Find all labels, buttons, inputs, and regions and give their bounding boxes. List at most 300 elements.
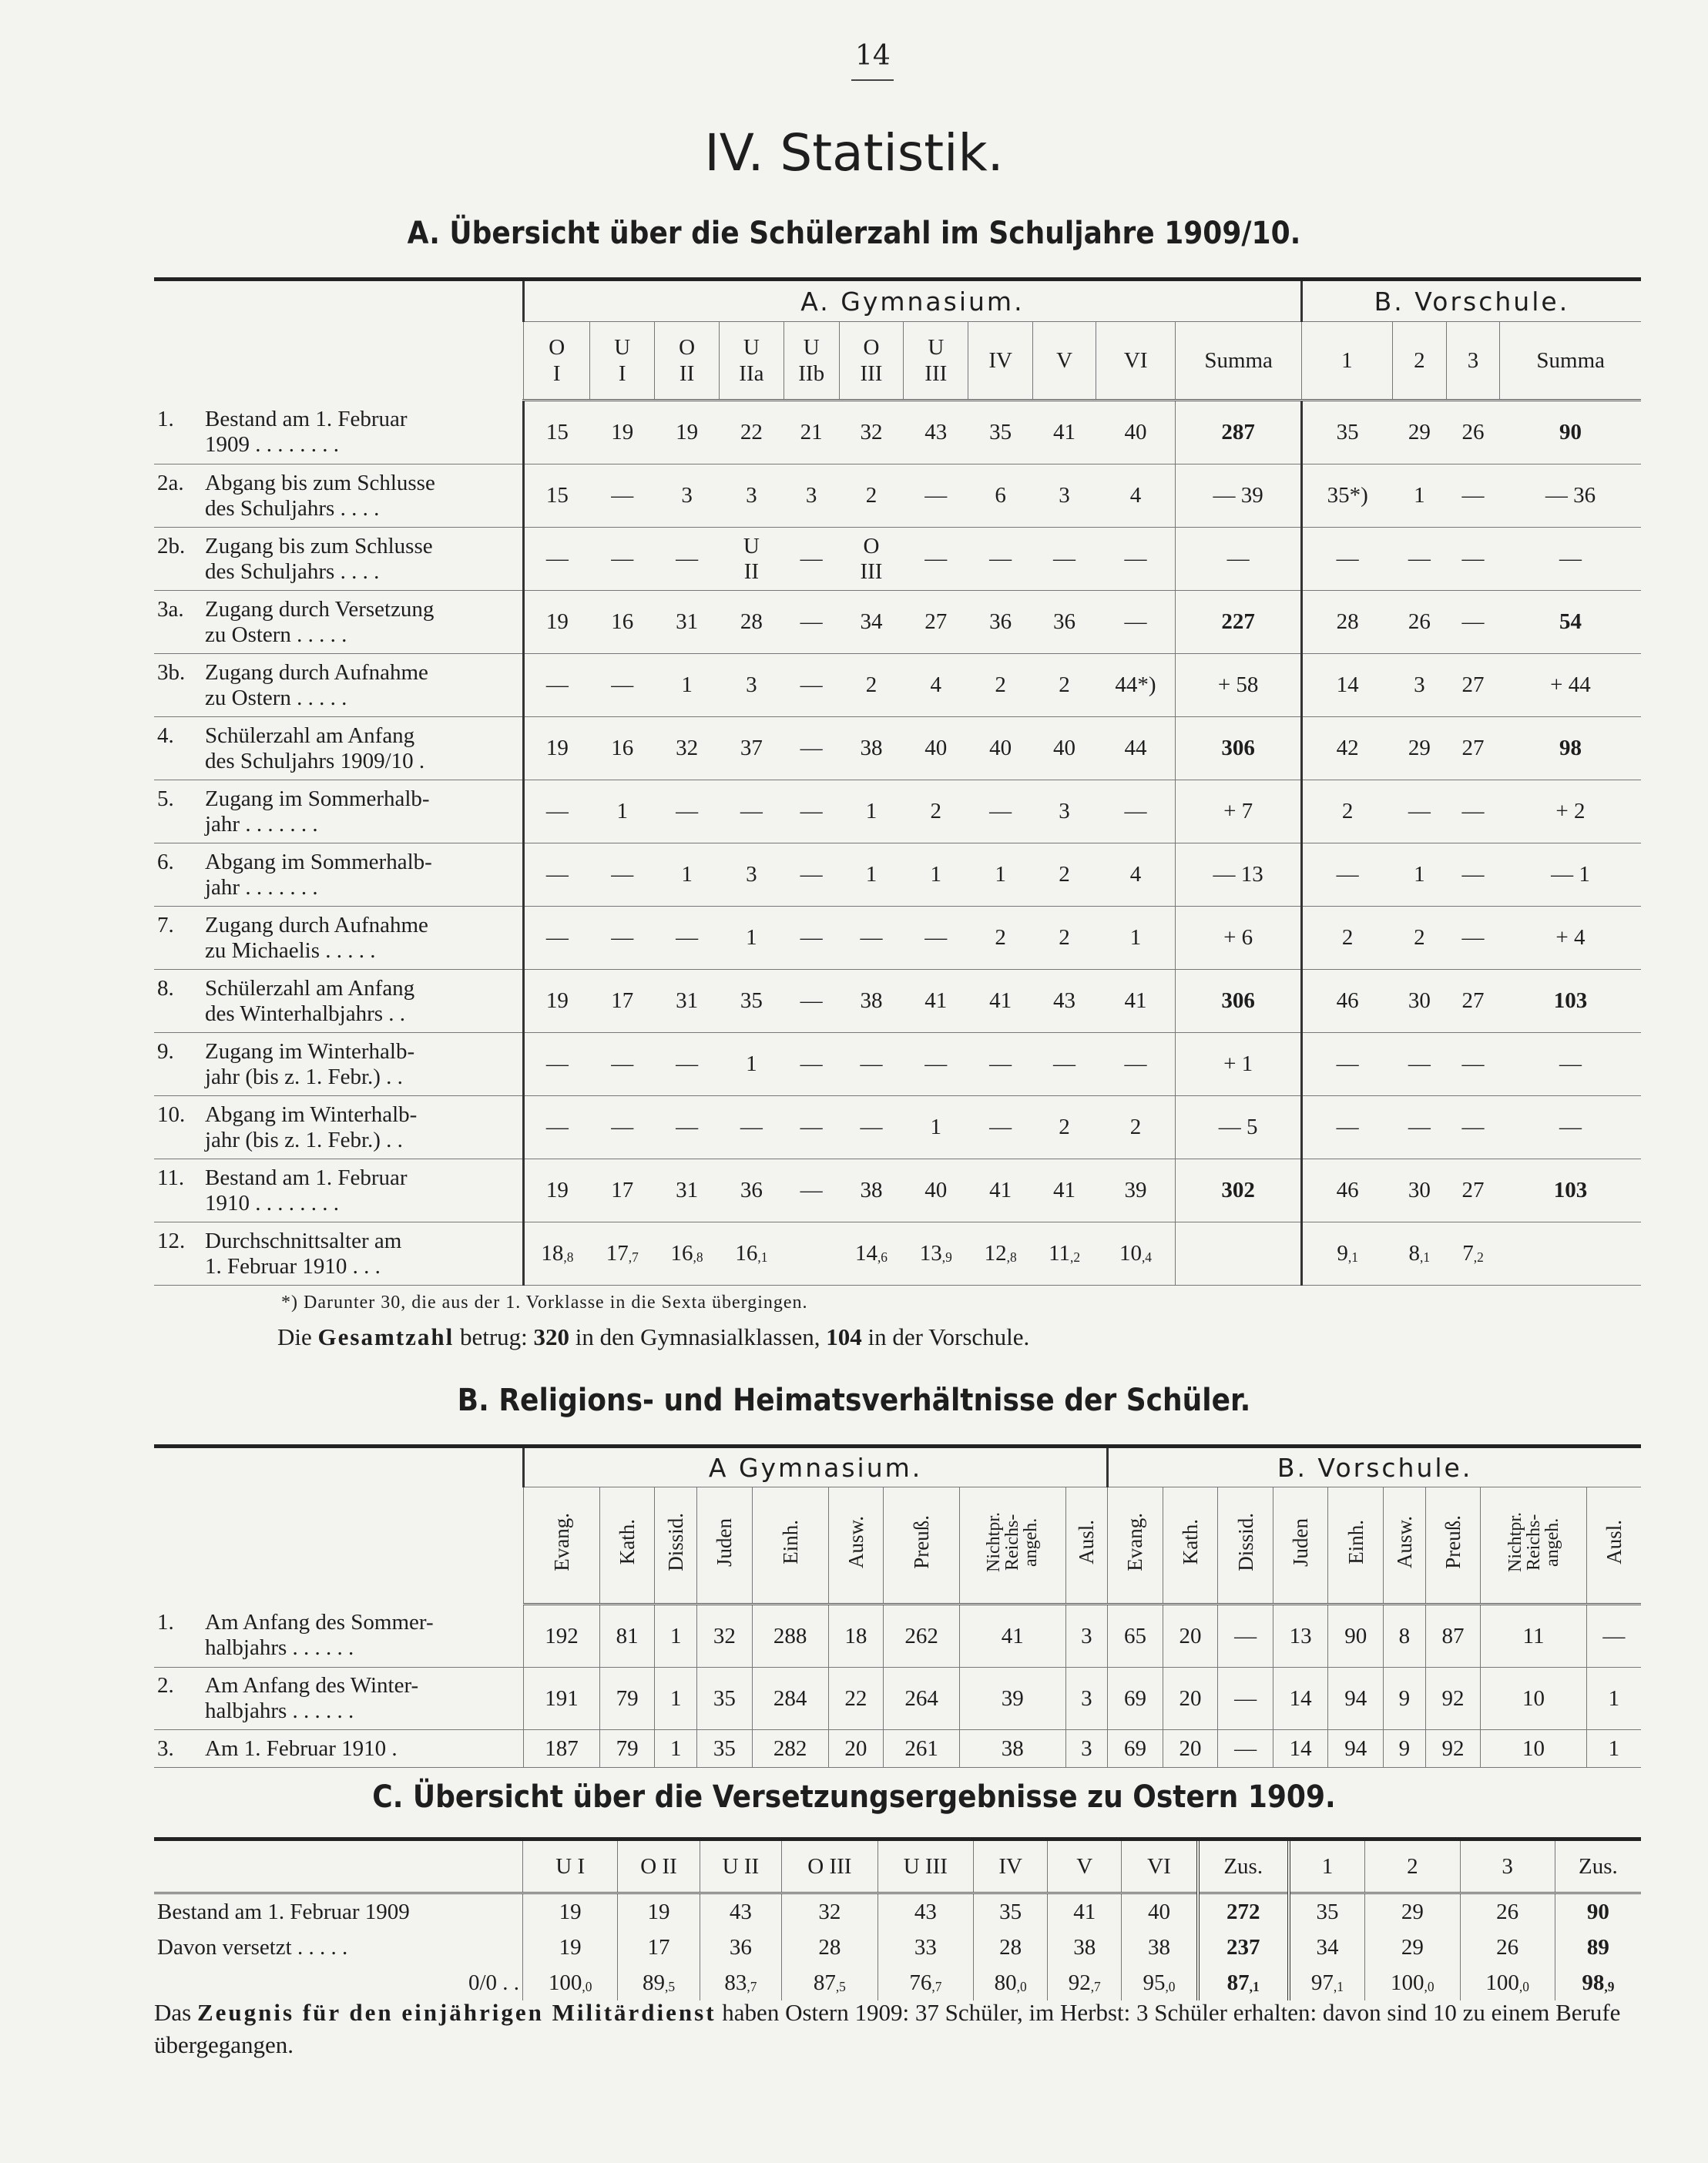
- row-label-text: Zugang im Winterhalb- jahr (bis z. 1. Febr.) . .: [205, 1038, 415, 1089]
- table-cell: —: [1392, 1096, 1446, 1159]
- column-header-2: O II: [655, 322, 720, 401]
- table-cell: 16: [590, 717, 655, 780]
- table-cell: $18_{,8}$: [524, 1222, 590, 1286]
- column-header-4: [752, 1487, 828, 1605]
- row-label: [154, 464, 524, 528]
- table-cell: 36: [700, 1930, 781, 1965]
- row-label: [154, 654, 524, 717]
- table-cell: 46: [1301, 970, 1392, 1033]
- table-row: [154, 1730, 1641, 1768]
- table-cell: —: [839, 1096, 904, 1159]
- table-cell: + 1: [1176, 1033, 1302, 1096]
- table-cell: $95_{,0}$: [1122, 1965, 1198, 2000]
- table-cell: 41: [1033, 1159, 1096, 1222]
- table-cell: $87_{,5}$: [782, 1965, 878, 2000]
- table-cell: 1: [1096, 907, 1176, 970]
- table-cell: —: [524, 780, 590, 843]
- row-label: [154, 591, 524, 654]
- table-row: [154, 843, 1641, 907]
- enrollment-table: [154, 277, 1641, 1286]
- row-label: [154, 1033, 524, 1096]
- column-header-5: IV: [974, 1839, 1048, 1893]
- table-cell: 1: [655, 654, 720, 717]
- table-cell: 17: [618, 1930, 700, 1965]
- main-title: IV. Statistik.: [704, 123, 1004, 183]
- table-cell: $9_{,1}$: [1301, 1222, 1392, 1286]
- row-label: Bestand am 1. Februar 1909: [157, 1899, 410, 1924]
- row-number: 3.: [157, 1735, 174, 1761]
- table-cell: 4: [904, 654, 968, 717]
- table-cell: 6: [968, 464, 1033, 528]
- table-cell: 262: [884, 1605, 960, 1668]
- table-cell: 1: [968, 843, 1033, 907]
- footnote: *) Darunter 30, die aus der 1. Vorklasse in die Sexta übergingen.: [281, 1293, 808, 1313]
- column-header-3: U IIa: [719, 322, 784, 401]
- table-row: [154, 528, 1641, 591]
- column-header-5: O III: [839, 322, 904, 401]
- table-cell: 28: [1301, 591, 1392, 654]
- table-cell: + 58: [1176, 654, 1302, 717]
- table-cell: 36: [1033, 591, 1096, 654]
- table-cell: 43: [1033, 970, 1096, 1033]
- table-cell: 79: [599, 1668, 655, 1730]
- column-header-text: Einh.: [1344, 1520, 1367, 1564]
- table-cell: 26: [1460, 1893, 1555, 1930]
- table-row: [154, 401, 1641, 464]
- table-cell: 19: [618, 1893, 700, 1930]
- table-row: [154, 1930, 1641, 1965]
- column-header-text: Ausl.: [1075, 1520, 1099, 1564]
- table-cell: —: [1096, 528, 1176, 591]
- column-header-14: Summa: [1500, 322, 1641, 401]
- table-cell: 35: [968, 401, 1033, 464]
- row-label: 0/0 . .: [468, 1970, 519, 1995]
- table-cell: 26: [1460, 1930, 1555, 1965]
- table-cell: 19: [524, 970, 590, 1033]
- table-cell: 31: [655, 1159, 720, 1222]
- table-cell: 65: [1108, 1605, 1163, 1668]
- table-cell: 20: [1163, 1668, 1218, 1730]
- table-cell: 14: [1273, 1668, 1328, 1730]
- table-cell: 35*): [1301, 464, 1392, 528]
- table-cell: —: [968, 780, 1033, 843]
- table-cell: —: [1500, 528, 1641, 591]
- group-gymnasium: A Gymnasium.: [524, 1447, 1108, 1487]
- table-cell: —: [1446, 843, 1500, 907]
- table-cell: 87: [1425, 1605, 1481, 1668]
- column-header-text: Preuß.: [910, 1515, 934, 1569]
- table-cell: U II: [719, 528, 784, 591]
- summary-gym-value: 320: [533, 1323, 570, 1350]
- column-header-11: 3: [1460, 1839, 1555, 1893]
- table-cell: 192: [524, 1605, 600, 1668]
- table-row: [154, 1096, 1641, 1159]
- group-vorschule: B. Vorschule.: [1108, 1447, 1641, 1487]
- table-cell: 27: [1446, 717, 1500, 780]
- column-header-text: Nichtpr. Reichs- angeh.: [984, 1512, 1042, 1572]
- table-cell: 272: [1198, 1893, 1289, 1930]
- row-label-text: Schülerzahl am Anfang des Schuljahrs 1909/10 .: [205, 723, 425, 773]
- table-cell: 3: [1065, 1605, 1108, 1668]
- column-header-text: Einh.: [778, 1520, 802, 1564]
- table-cell: 1: [655, 1605, 697, 1668]
- row-label: [154, 1605, 524, 1668]
- table-cell: 19: [590, 401, 655, 464]
- table-cell: 2: [839, 654, 904, 717]
- table-cell: 43: [877, 1893, 974, 1930]
- table-cell: 36: [719, 1159, 784, 1222]
- column-header-text: Evang.: [549, 1513, 573, 1571]
- table-cell: —: [1218, 1605, 1273, 1668]
- table-cell: $14_{,6}$: [839, 1222, 904, 1286]
- table-cell: [1176, 1222, 1302, 1286]
- table-cell: 38: [839, 970, 904, 1033]
- column-header-0: U I: [523, 1839, 618, 1893]
- table-row: [154, 464, 1641, 528]
- table-cell: —: [1446, 907, 1500, 970]
- table-cell: 19: [524, 717, 590, 780]
- table-cell: 2: [1301, 907, 1392, 970]
- table-cell: 46: [1301, 1159, 1392, 1222]
- row-label: [154, 1730, 524, 1768]
- table-cell: 20: [1163, 1605, 1218, 1668]
- table-cell: —: [784, 843, 839, 907]
- table-cell: — 13: [1176, 843, 1302, 907]
- section-a-title: A. Übersicht über die Schülerzahl im Schuljahre 1909/10.: [407, 216, 1301, 251]
- table-cell: —: [1176, 528, 1302, 591]
- table-cell: —: [1500, 1033, 1641, 1096]
- table-cell: 40: [904, 717, 968, 780]
- column-header-14: [1384, 1487, 1426, 1605]
- table-cell: $97_{,1}$: [1289, 1965, 1365, 2000]
- column-header-16: [1481, 1487, 1587, 1605]
- table-cell: 2: [968, 654, 1033, 717]
- table-cell: —: [1446, 528, 1500, 591]
- table-cell: 19: [523, 1930, 618, 1965]
- column-header-0: [524, 1487, 600, 1605]
- total-summary: [277, 1323, 1029, 1351]
- table-cell: 27: [1446, 654, 1500, 717]
- table-cell: 26: [1446, 401, 1500, 464]
- table-cell: —: [904, 1033, 968, 1096]
- table-cell: 264: [884, 1668, 960, 1730]
- summary-gym-text: in den Gymnasialklassen,: [575, 1323, 820, 1350]
- table-cell: 26: [1392, 591, 1446, 654]
- table-cell: 1: [719, 1033, 784, 1096]
- table-cell: —: [655, 528, 720, 591]
- table-cell: 41: [960, 1605, 1066, 1668]
- table-cell: 4: [1096, 843, 1176, 907]
- table-cell: 103: [1500, 1159, 1641, 1222]
- table-cell: 32: [782, 1893, 878, 1930]
- row-number: 2.: [157, 1673, 174, 1698]
- table-cell: 35: [697, 1730, 753, 1768]
- table-row: [154, 654, 1641, 717]
- table-cell: $87_{,1}$: [1198, 1965, 1289, 2000]
- row-number: 4.: [157, 723, 174, 748]
- table-row: [154, 1965, 1641, 2000]
- row-label-text: Durchschnittsalter am 1. Februar 1910 . . .: [205, 1228, 402, 1279]
- table-cell: 9: [1384, 1668, 1426, 1730]
- column-header-2: U II: [700, 1839, 781, 1893]
- column-header-text: Ausw.: [1392, 1515, 1416, 1568]
- table-cell: 3: [1065, 1668, 1108, 1730]
- table-row: [154, 717, 1641, 780]
- table-cell: 16: [590, 591, 655, 654]
- table-cell: 27: [1446, 1159, 1500, 1222]
- table-cell: + 6: [1176, 907, 1302, 970]
- table-cell: 29: [1392, 717, 1446, 780]
- table-cell: 31: [655, 970, 720, 1033]
- row-label-text: Abgang im Sommerhalb- jahr . . . . . . .: [205, 849, 432, 900]
- table-cell: 8: [1384, 1605, 1426, 1668]
- column-header-11: 1: [1301, 322, 1392, 401]
- table-cell: —: [524, 1033, 590, 1096]
- row-label: [154, 1159, 524, 1222]
- table-cell: —: [1392, 1033, 1446, 1096]
- row-number: 6.: [157, 849, 174, 874]
- table-cell: 3: [1392, 654, 1446, 717]
- table-cell: 40: [904, 1159, 968, 1222]
- closing-paragraph: [154, 1997, 1645, 2061]
- table-cell: —: [1301, 1096, 1392, 1159]
- table-cell: 30: [1392, 970, 1446, 1033]
- table-cell: —: [524, 843, 590, 907]
- table-cell: + 44: [1500, 654, 1641, 717]
- table-cell: 90: [1555, 1893, 1641, 1930]
- column-header-8: Zus.: [1198, 1839, 1289, 1893]
- table-cell: —: [1096, 1033, 1176, 1096]
- table-cell: 41: [1048, 1893, 1122, 1930]
- table-cell: 2: [1033, 654, 1096, 717]
- column-header-2: [655, 1487, 697, 1605]
- table-cell: 27: [1446, 970, 1500, 1033]
- table-cell: $7_{,2}$: [1446, 1222, 1500, 1286]
- table-cell: 11: [1481, 1605, 1587, 1668]
- table-cell: —: [524, 654, 590, 717]
- group-gymnasium: A. Gymnasium.: [524, 280, 1302, 322]
- table-cell: 22: [828, 1668, 884, 1730]
- column-header-12: Zus.: [1555, 1839, 1641, 1893]
- table-cell: 19: [655, 401, 720, 464]
- column-header-6: V: [1048, 1839, 1122, 1893]
- table-cell: 38: [839, 1159, 904, 1222]
- table-cell: 28: [719, 591, 784, 654]
- column-header-text: Kath.: [1179, 1519, 1203, 1565]
- page-number: 14: [855, 40, 891, 72]
- column-header-1: U I: [590, 322, 655, 401]
- table-cell: 306: [1176, 970, 1302, 1033]
- table-cell: 35: [1289, 1893, 1365, 1930]
- table-cell: — 1: [1500, 843, 1641, 907]
- table-row: [154, 1893, 1641, 1930]
- table-row: [154, 1222, 1641, 1286]
- row-number: 2a.: [157, 470, 184, 495]
- table-cell: 14: [1273, 1730, 1328, 1768]
- row-number: 1.: [157, 406, 174, 431]
- table-cell: —: [1096, 780, 1176, 843]
- table-row: [154, 907, 1641, 970]
- table-cell: $10_{,4}$: [1096, 1222, 1176, 1286]
- table-cell: —: [719, 1096, 784, 1159]
- table-cell: 79: [599, 1730, 655, 1768]
- table-cell: 3: [784, 464, 839, 528]
- row-label: [154, 907, 524, 970]
- table-cell: 282: [752, 1730, 828, 1768]
- table-cell: 92: [1425, 1730, 1481, 1768]
- table-cell: $100_{,0}$: [1365, 1965, 1460, 2000]
- table-cell: 3: [719, 843, 784, 907]
- row-label: [154, 970, 524, 1033]
- table-cell: 1: [719, 907, 784, 970]
- table-cell: 69: [1108, 1668, 1163, 1730]
- table-cell: 21: [784, 401, 839, 464]
- table-cell: 37: [719, 717, 784, 780]
- table-cell: 3: [719, 464, 784, 528]
- table-cell: — 39: [1176, 464, 1302, 528]
- table-cell: 34: [839, 591, 904, 654]
- table-cell: —: [1446, 1033, 1500, 1096]
- table-cell: 10: [1481, 1668, 1587, 1730]
- table-cell: 1: [655, 1730, 697, 1768]
- table-cell: 33: [877, 1930, 974, 1965]
- row-label: [154, 843, 524, 907]
- table-cell: 34: [1289, 1930, 1365, 1965]
- table-cell: —: [904, 907, 968, 970]
- row-label-text: Abgang bis zum Schlusse des Schuljahrs . . . .: [205, 470, 435, 521]
- table-cell: —: [968, 1096, 1033, 1159]
- table-cell: 1: [1392, 464, 1446, 528]
- table-cell: 2: [1392, 907, 1446, 970]
- row-label-text: Bestand am 1. Februar 1910 . . . . . . . .: [205, 1165, 408, 1216]
- summary-word: Gesamtzahl: [317, 1323, 455, 1350]
- table-cell: 40: [968, 717, 1033, 780]
- table-cell: —: [1446, 464, 1500, 528]
- table-cell: —: [904, 464, 968, 528]
- row-label-text: Am Anfang des Winter- halbjahrs . . . . . .: [205, 1673, 419, 1723]
- table-cell: —: [655, 1033, 720, 1096]
- table-cell: $13_{,9}$: [904, 1222, 968, 1286]
- table-cell: —: [1500, 1096, 1641, 1159]
- column-header-1: O II: [618, 1839, 700, 1893]
- column-header-15: [1425, 1487, 1481, 1605]
- column-header-6: U III: [904, 322, 968, 401]
- table-cell: 38: [839, 717, 904, 780]
- column-header-11: [1218, 1487, 1273, 1605]
- table-cell: 43: [904, 401, 968, 464]
- table-cell: —: [1586, 1605, 1641, 1668]
- table-cell: 32: [839, 401, 904, 464]
- table-cell: —: [590, 654, 655, 717]
- table-row: [154, 780, 1641, 843]
- table-cell: —: [784, 654, 839, 717]
- table-cell: 43: [700, 1893, 781, 1930]
- column-header-12: [1273, 1487, 1328, 1605]
- table-cell: 2: [839, 464, 904, 528]
- table-cell: 90: [1500, 401, 1641, 464]
- table-cell: 284: [752, 1668, 828, 1730]
- table-cell: 1: [1586, 1730, 1641, 1768]
- table-cell: 227: [1176, 591, 1302, 654]
- table-cell: —: [590, 907, 655, 970]
- column-header-text: Ausw.: [844, 1515, 867, 1568]
- table-cell: —: [1096, 591, 1176, 654]
- table-cell: —: [1301, 528, 1392, 591]
- table-cell: 306: [1176, 717, 1302, 780]
- table-cell: 10: [1481, 1730, 1587, 1768]
- row-label: [154, 1668, 524, 1730]
- table-cell: —: [1392, 528, 1446, 591]
- page-number-rule: [851, 79, 894, 81]
- table-cell: 36: [968, 591, 1033, 654]
- table-cell: 1: [655, 1668, 697, 1730]
- table-cell: 90: [1328, 1605, 1384, 1668]
- table-cell: $100_{,0}$: [1460, 1965, 1555, 2000]
- column-header-3: O III: [782, 1839, 878, 1893]
- row-label-text: Am 1. Februar 1910 .: [205, 1735, 398, 1761]
- table-row: [154, 970, 1641, 1033]
- table-cell: O III: [839, 528, 904, 591]
- table-row: [154, 1159, 1641, 1222]
- table-cell: 15: [524, 464, 590, 528]
- table-cell: + 4: [1500, 907, 1641, 970]
- table-cell: $98_{,9}$: [1555, 1965, 1641, 2000]
- table-cell: —: [904, 528, 968, 591]
- table-cell: 89: [1555, 1930, 1641, 1965]
- table-cell: 54: [1500, 591, 1641, 654]
- table-cell: —: [1446, 591, 1500, 654]
- row-number: 7.: [157, 912, 174, 937]
- table-cell: 1: [839, 843, 904, 907]
- row-number: 3b.: [157, 659, 186, 685]
- column-header-10: [1163, 1487, 1218, 1605]
- table-cell: —: [1301, 1033, 1392, 1096]
- row-number: 1.: [157, 1610, 174, 1635]
- table-cell: 2: [904, 780, 968, 843]
- column-header-text: Dissid.: [1233, 1513, 1257, 1571]
- row-label: [154, 717, 524, 780]
- table-cell: —: [1301, 843, 1392, 907]
- table-cell: 42: [1301, 717, 1392, 780]
- row-number: 11.: [157, 1165, 185, 1190]
- table-cell: $92_{,7}$: [1048, 1965, 1122, 2000]
- table-cell: 44*): [1096, 654, 1176, 717]
- column-header-5: [828, 1487, 884, 1605]
- row-label: [154, 528, 524, 591]
- table-cell: 44: [1096, 717, 1176, 780]
- table-cell: 29: [1392, 401, 1446, 464]
- table-cell: 29: [1365, 1930, 1460, 1965]
- table-cell: 9: [1384, 1730, 1426, 1768]
- table-cell: 2: [1033, 843, 1096, 907]
- table-cell: 38: [1122, 1930, 1198, 1965]
- table-cell: 19: [524, 1159, 590, 1222]
- column-header-0: O I: [524, 322, 590, 401]
- table-cell: 92: [1425, 1668, 1481, 1730]
- column-header-12: 2: [1392, 322, 1446, 401]
- table-cell: 28: [974, 1930, 1048, 1965]
- column-header-8: [1065, 1487, 1108, 1605]
- table-cell: 18: [828, 1605, 884, 1668]
- section-c-table-wrap: [154, 1837, 1641, 2000]
- column-header-13: [1328, 1487, 1384, 1605]
- table-cell: 40: [1033, 717, 1096, 780]
- row-label-text: Zugang im Sommerhalb- jahr . . . . . . .: [205, 786, 430, 837]
- table-cell: 2: [1096, 1096, 1176, 1159]
- column-header-6: [884, 1487, 960, 1605]
- column-header-text: Preuß.: [1441, 1515, 1465, 1569]
- row-label-text: Zugang durch Versetzung zu Ostern . . . . .: [205, 596, 435, 647]
